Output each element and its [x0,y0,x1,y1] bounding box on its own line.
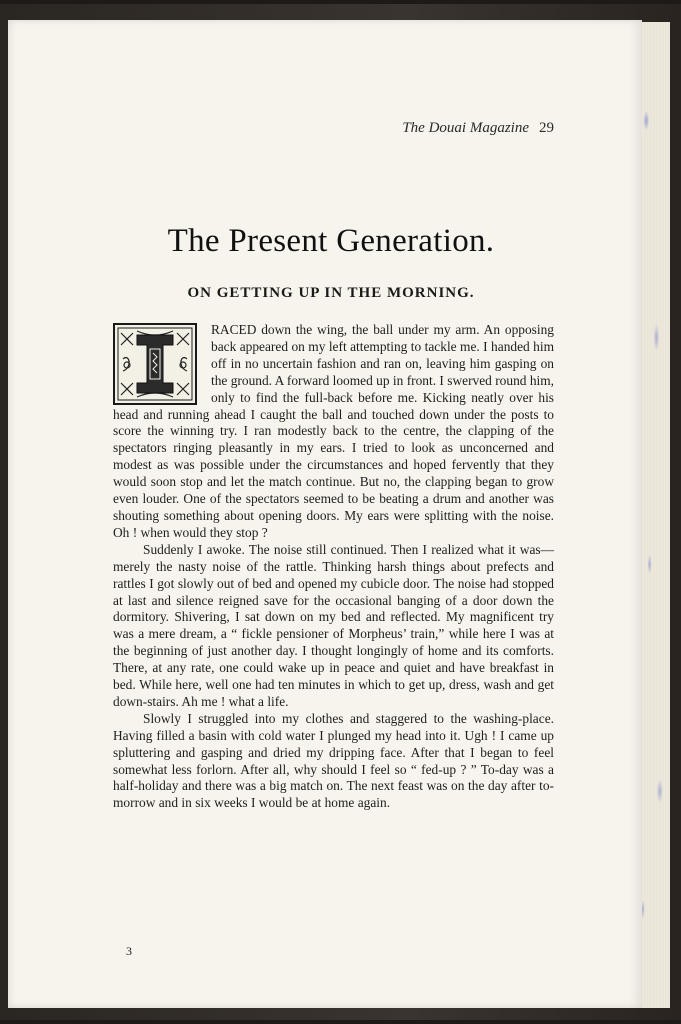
book-page [8,20,642,1008]
page-number: 29 [539,120,554,136]
paragraph-3: Slowly I struggled into my clothes and staggered to the washing-place. Having filled a basin with cold water I plunged my head into it. Ugh ! I came up spluttering and gasping and dried my dripping face. After that I began to feel somewhat less forlorn. After all, why should I feel so “ fed-up ? ” To-day was a half-holiday and there was a big match on. The next feast was on the day after to-morrow and in six weeks I would be at home again. [113,710,554,811]
ornamental-drop-cap-icon [113,323,197,405]
running-header [8,120,554,137]
signature-mark: 3 [126,944,132,958]
magazine-name: The Douai Magazine [402,120,529,136]
article-body [113,322,554,812]
article-subtitle: ON GETTING UP IN THE MORNING. [187,285,475,301]
article-title: The Present Generation. [167,223,495,259]
paragraph-2: Suddenly I awoke. The noise still continued. Then I realized what it was—merely the nasty noise of the rattle. Thinking harsh things about prefects and rattles I got slowly out of bed and opened my cubicle door. The noise had stopped at last and silence reigned save for the occasional banging of a door down the dormitory. Shivering, I sat down on my bed and reflected. My magnificent try was a mere dream, a “ fickle pensioner of Morpheus’ train,” while here I was at the beginning of just another day. I thought longingly of home and its comforts. There, at any rate, one could wake up in peace and quiet and have breakfast in bed. While here, well one had ten minutes in which to get up, dress, wash and get down-stairs. Ah me ! what a life. [113,541,554,709]
paragraph-1: RACED down the wing, the ball under my arm. An opposing back appeared on my left attempting to tackle me. I handed him off in no uncertain fashion and ran on, leaving him gasping on the ground. A forward loomed up in front. I swerved round him, only to find the full-back before me. Kicking neatly over his head and running ahead I caught the ball and touched down under the posts to score the winning try. I ran modestly back to the centre, the clapping of the spectators ringing pleasantly in my ears. I tried to look as unconcerned and modest as was possible under the circumstances and hoped fervently that they would soon stop and let the match continue. But no, the clapping began to grow even louder. One of the spectators seemed to be beating a drum and another was shouting something about opening doors. My ears were splitting with the noise. Oh ! when would they stop ? [113,322,554,540]
